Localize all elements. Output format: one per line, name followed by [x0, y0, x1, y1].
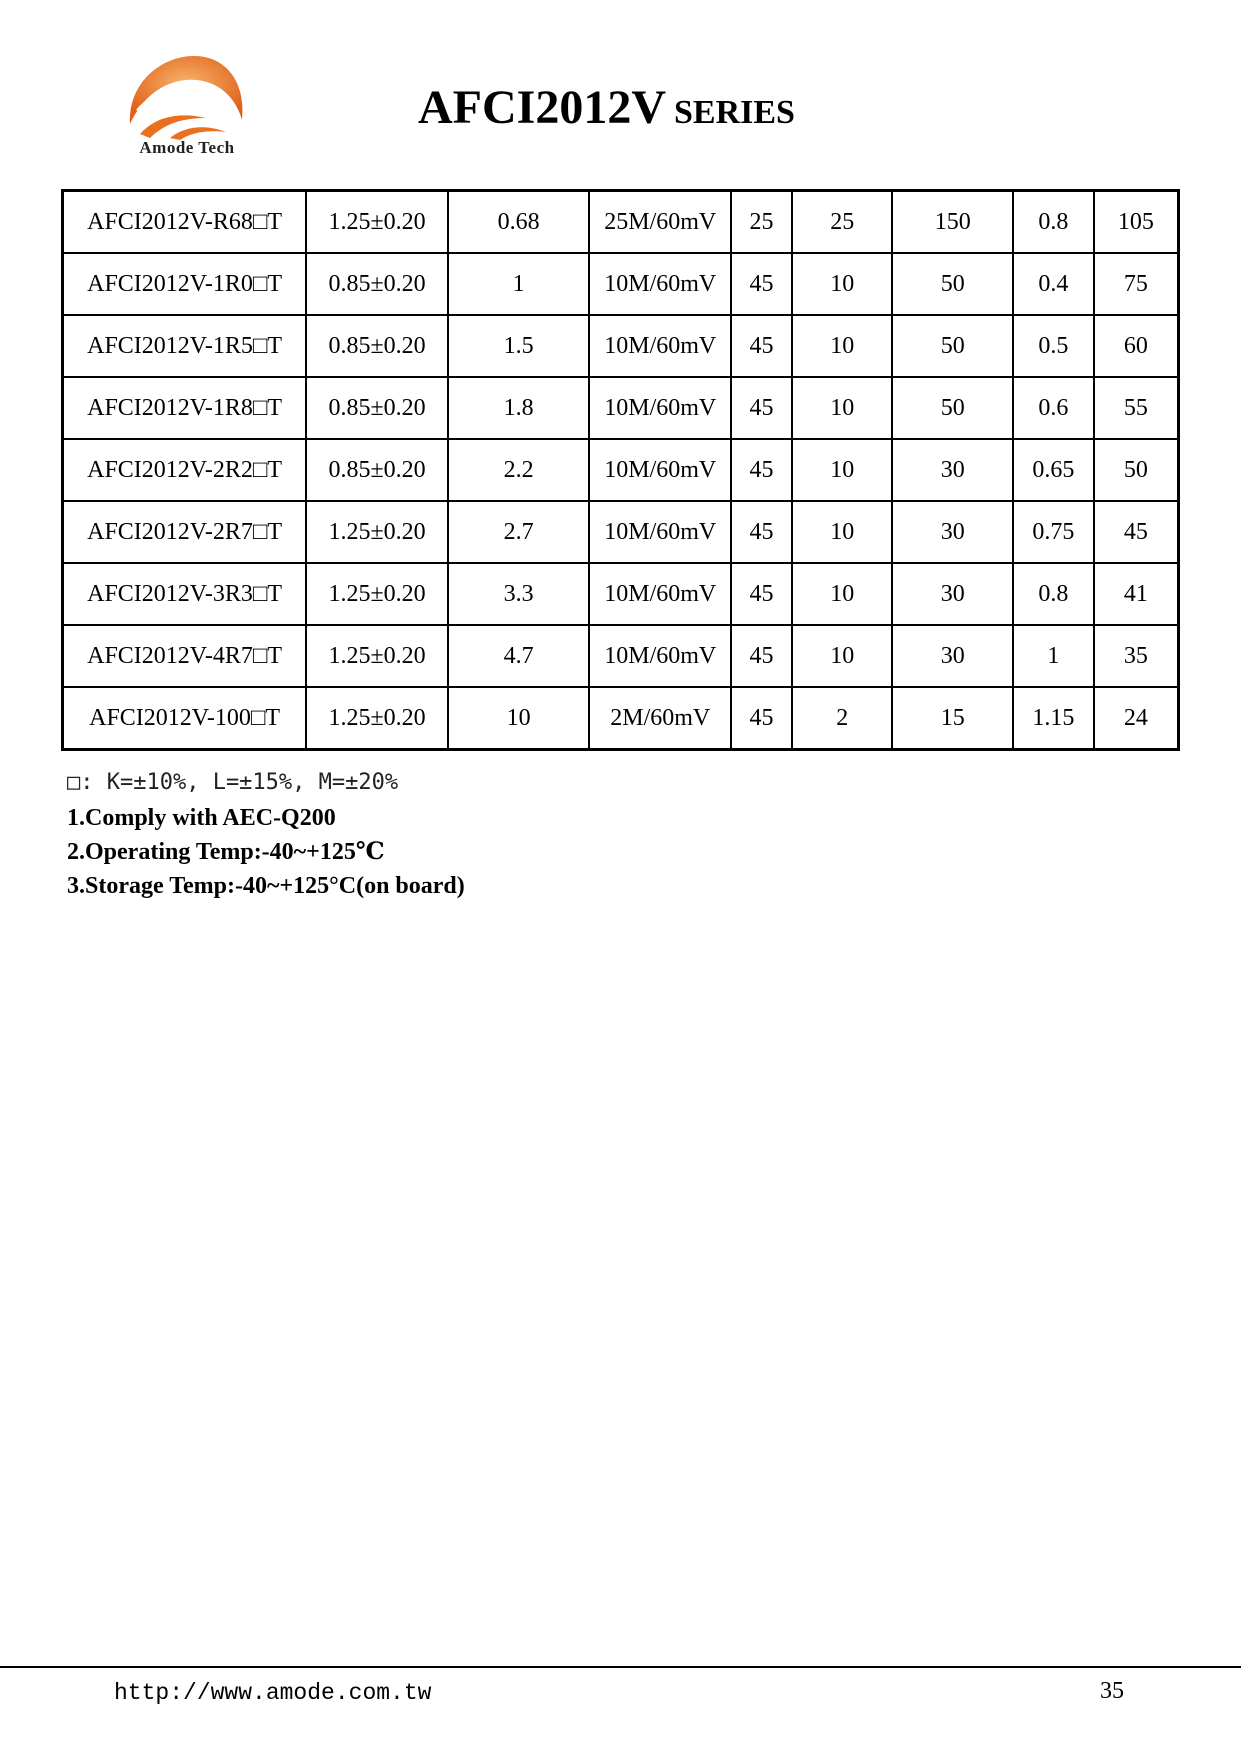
- table-cell: 10M/60mV: [589, 315, 731, 377]
- table-cell: 0.85±0.20: [306, 377, 448, 439]
- table-cell: 45: [731, 253, 792, 315]
- table-cell: 25M/60mV: [589, 191, 731, 254]
- note-item: 2.Operating Temp:-40~+125℃: [67, 839, 385, 865]
- table-cell: 45: [1094, 501, 1179, 563]
- table-cell: 105: [1094, 191, 1179, 254]
- table-cell: 4.7: [448, 625, 589, 687]
- table-cell: 10: [792, 253, 893, 315]
- table-cell: 10: [792, 439, 893, 501]
- table-cell: 50: [892, 377, 1012, 439]
- table-cell: 60: [1094, 315, 1179, 377]
- company-logo: [118, 52, 256, 168]
- table-row: [63, 501, 1179, 563]
- table-cell: 1.25±0.20: [306, 563, 448, 625]
- table-cell: 1.25±0.20: [306, 687, 448, 750]
- table-cell: 2.2: [448, 439, 589, 501]
- logo-swoosh-icon: [122, 52, 248, 140]
- table-cell: 1: [1013, 625, 1094, 687]
- table-cell: 41: [1094, 563, 1179, 625]
- table-cell: 30: [892, 439, 1012, 501]
- table-cell: 45: [731, 377, 792, 439]
- table-cell: 30: [892, 563, 1012, 625]
- table-cell: 10: [792, 501, 893, 563]
- table-cell: 10M/60mV: [589, 563, 731, 625]
- table-cell: 0.8: [1013, 191, 1094, 254]
- spec-table: [61, 189, 1180, 751]
- part-number-cell: AFCI2012V-2R2□T: [63, 439, 307, 501]
- table-cell: 35: [1094, 625, 1179, 687]
- table-cell: 2M/60mV: [589, 687, 731, 750]
- table-cell: 1.15: [1013, 687, 1094, 750]
- table-row: [63, 253, 1179, 315]
- table-cell: 10M/60mV: [589, 253, 731, 315]
- table-cell: 45: [731, 563, 792, 625]
- part-number-cell: AFCI2012V-100□T: [63, 687, 307, 750]
- table-cell: 45: [731, 439, 792, 501]
- table-cell: 25: [731, 191, 792, 254]
- part-number-cell: AFCI2012V-3R3□T: [63, 563, 307, 625]
- table-row: [63, 377, 1179, 439]
- table-cell: 30: [892, 501, 1012, 563]
- table-cell: 1.5: [448, 315, 589, 377]
- table-cell: 45: [731, 315, 792, 377]
- table-cell: 10M/60mV: [589, 625, 731, 687]
- table-row: [63, 439, 1179, 501]
- table-cell: 2.7: [448, 501, 589, 563]
- spec-table-body: [63, 191, 1179, 750]
- table-cell: 50: [892, 253, 1012, 315]
- table-cell: 25: [792, 191, 893, 254]
- title-main: AFCI2012V: [418, 81, 666, 134]
- note-item: 1.Comply with AEC-Q200: [67, 805, 336, 831]
- table-cell: 24: [1094, 687, 1179, 750]
- table-cell: 1: [448, 253, 589, 315]
- table-cell: 0.5: [1013, 315, 1094, 377]
- part-number-cell: AFCI2012V-1R5□T: [63, 315, 307, 377]
- part-number-cell: AFCI2012V-4R7□T: [63, 625, 307, 687]
- table-row: [63, 191, 1179, 254]
- table-cell: 10: [448, 687, 589, 750]
- table-cell: 10: [792, 563, 893, 625]
- table-cell: 10: [792, 315, 893, 377]
- part-number-cell: AFCI2012V-2R7□T: [63, 501, 307, 563]
- table-cell: 3.3: [448, 563, 589, 625]
- table-cell: 2: [792, 687, 893, 750]
- page-title: [418, 80, 795, 135]
- table-cell: 0.65: [1013, 439, 1094, 501]
- page-number: 35: [1100, 1678, 1124, 1704]
- table-cell: 10M/60mV: [589, 377, 731, 439]
- table-cell: 1.25±0.20: [306, 625, 448, 687]
- title-suffix: SERIES: [674, 94, 795, 131]
- table-cell: 45: [731, 687, 792, 750]
- table-cell: 45: [731, 625, 792, 687]
- table-row: [63, 315, 1179, 377]
- table-row: [63, 687, 1179, 750]
- table-cell: 0.75: [1013, 501, 1094, 563]
- part-number-cell: AFCI2012V-R68□T: [63, 191, 307, 254]
- table-cell: 10M/60mV: [589, 501, 731, 563]
- table-cell: 1.8: [448, 377, 589, 439]
- table-cell: 15: [892, 687, 1012, 750]
- note-item: 3.Storage Temp:-40~+125°C(on board): [67, 873, 465, 899]
- table-row: [63, 563, 1179, 625]
- table-cell: 0.85±0.20: [306, 253, 448, 315]
- notes-list: [67, 801, 465, 903]
- table-cell: 1.25±0.20: [306, 191, 448, 254]
- table-cell: 0.8: [1013, 563, 1094, 625]
- table-cell: 10: [792, 377, 893, 439]
- table-cell: 1.25±0.20: [306, 501, 448, 563]
- table-cell: 50: [892, 315, 1012, 377]
- footer-divider: [0, 1666, 1241, 1668]
- table-cell: 0.4: [1013, 253, 1094, 315]
- table-cell: 45: [731, 501, 792, 563]
- table-cell: 0.85±0.20: [306, 439, 448, 501]
- part-number-cell: AFCI2012V-1R8□T: [63, 377, 307, 439]
- table-cell: 75: [1094, 253, 1179, 315]
- footer-url-link[interactable]: http://www.amode.com.tw: [114, 1680, 432, 1706]
- table-cell: 10M/60mV: [589, 439, 731, 501]
- table-cell: 0.68: [448, 191, 589, 254]
- part-number-cell: AFCI2012V-1R0□T: [63, 253, 307, 315]
- logo-text: Amode Tech: [139, 138, 235, 157]
- table-cell: 0.6: [1013, 377, 1094, 439]
- tolerance-code-note: □: K=±10%, L=±15%, M=±20%: [67, 770, 399, 795]
- table-cell: 30: [892, 625, 1012, 687]
- table-cell: 10: [792, 625, 893, 687]
- table-cell: 150: [892, 191, 1012, 254]
- table-row: [63, 625, 1179, 687]
- table-cell: 50: [1094, 439, 1179, 501]
- table-cell: 55: [1094, 377, 1179, 439]
- table-cell: 0.85±0.20: [306, 315, 448, 377]
